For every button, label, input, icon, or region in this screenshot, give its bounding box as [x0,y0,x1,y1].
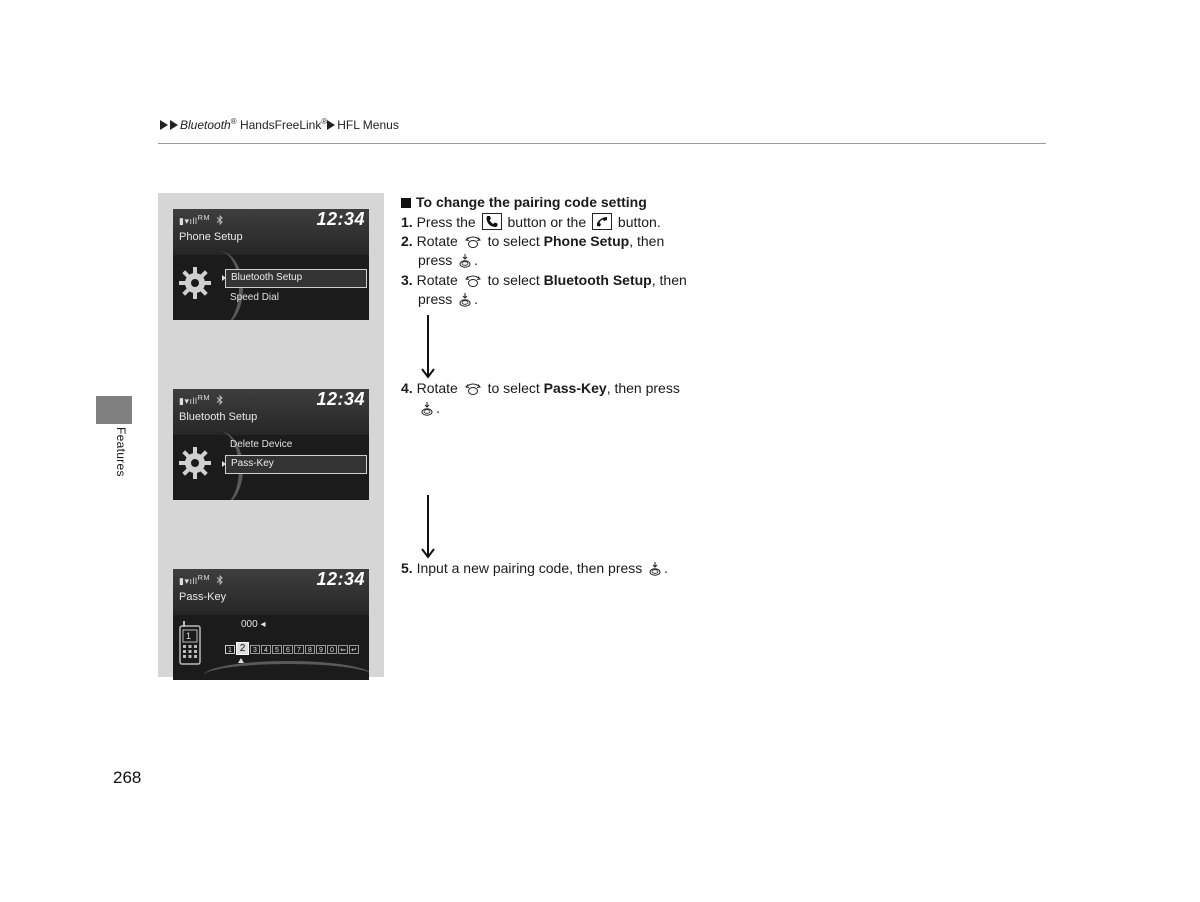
heading-bullet-icon [401,198,411,208]
step-text: to select [487,272,540,288]
step-number: 5. [401,560,413,576]
screen-bluetooth-setup [173,389,369,500]
backspace-arrow-icon: ◂ [260,619,266,630]
digit-key[interactable]: 1 [225,645,235,654]
digit-key[interactable]: 9 [316,645,326,654]
step-text: , then press [606,380,680,396]
screen-title: Phone Setup [179,231,243,243]
screen-menu [173,435,369,500]
step-1 [401,213,661,233]
step-2 [401,232,664,252]
roaming-indicator: RM [197,213,211,222]
menu-item[interactable]: Speed Dial [230,292,279,303]
step-number: 4. [401,380,413,396]
digit-key-selected[interactable]: 2 [236,642,249,655]
screen-title: Bluetooth Setup [179,411,258,423]
heading-text: To change the pairing code setting [416,194,647,210]
bluetooth-icon [216,215,224,225]
step-4-continued [401,399,440,419]
breadcrumb-handsfreelink[interactable]: HandsFreeLink [236,118,322,132]
step-text: , then [651,272,687,288]
step-text: button or the [507,214,587,230]
clock: 12:34 [316,389,365,409]
screen-menu [173,255,369,320]
menu-target-pass-key: Pass-Key [543,380,607,396]
digit-key[interactable]: 6 [283,645,293,654]
interface-dial-rotate-icon [464,274,482,288]
header-divider [158,143,1046,144]
breadcrumb-arrow-icon [160,120,168,130]
selection-pointer-icon [222,275,226,281]
mobile-phone-icon [179,621,201,665]
screen-phone-setup [173,209,369,320]
menu-item-label: Pass-Key [231,458,274,469]
menu-item-selected[interactable] [225,269,367,288]
digit-selector [225,645,359,655]
breadcrumb-hfl-menus[interactable]: HFL Menus [337,118,399,132]
status-indicators [179,573,224,587]
dial-arc [203,661,369,680]
step-text: . [474,252,479,268]
step-text: . [436,400,440,416]
step-text: press [418,252,453,268]
breadcrumb-arrow-icon [170,120,178,130]
digit-key[interactable]: 5 [272,645,282,654]
step-5 [401,559,668,579]
status-indicators [179,213,224,227]
interface-dial-press-icon [458,293,472,307]
down-arrow-icon [420,493,436,561]
step-text: to select [487,233,540,249]
interface-dial-press-icon [458,254,472,268]
enter-key-icon[interactable]: ↵ [349,645,359,654]
step-text: Input a new pairing code, then press [416,560,643,576]
breadcrumb-arrow-icon [327,120,335,130]
screens-panel [158,193,384,677]
digit-key[interactable]: 3 [250,645,260,654]
bluetooth-icon [216,575,224,585]
breadcrumb [160,117,399,132]
step-text: Rotate [416,272,458,288]
step-text: button. [617,214,661,230]
registered-mark: ® [321,117,328,126]
step-text: press [418,291,453,307]
menu-item[interactable]: Delete Device [230,439,293,450]
signal-icon: ▮▾ıll [179,396,198,406]
page-number: 268 [113,768,142,787]
screen-title: Pass-Key [179,591,227,603]
step-text: . [474,291,479,307]
phone-button-icon [482,213,502,230]
menu-item-label: Bluetooth Setup [231,272,303,283]
section-tab-label: Features [114,427,128,477]
step-4 [401,379,680,399]
step-text: . [664,560,669,576]
step-3 [401,271,687,291]
pass-key-code[interactable] [241,619,266,630]
clock: 12:34 [316,209,365,229]
digit-key[interactable]: 4 [261,645,271,654]
menu-target-bluetooth-setup: Bluetooth Setup [543,272,652,288]
section-heading [401,193,647,213]
digit-key[interactable]: 8 [305,645,315,654]
down-arrow-icon [420,313,436,381]
menu-target-phone-setup: Phone Setup [543,233,630,249]
roaming-indicator: RM [197,573,211,582]
digit-key[interactable]: 0 [327,645,337,654]
interface-dial-rotate-icon [464,235,482,249]
selection-pointer-icon [222,461,226,467]
registered-mark: ® [230,117,237,126]
pick-up-button-icon [592,213,612,230]
phone-display-digit: 1 [186,631,192,641]
clock: 12:34 [316,569,365,589]
step-text: Rotate [416,233,458,249]
step-text: to select [487,380,540,396]
step-number: 1. [401,214,413,230]
section-tab-marker[interactable] [96,396,132,424]
step-number: 2. [401,233,413,249]
pass-key-entry [173,615,369,680]
pass-key-value: 000 [241,619,258,630]
step-number: 3. [401,272,413,288]
menu-item-selected[interactable] [225,455,367,474]
digit-key[interactable]: 7 [294,645,304,654]
interface-dial-press-icon [420,402,434,416]
step-2-continued [401,251,478,271]
status-indicators [179,393,224,407]
signal-icon: ▮▾ıll [179,576,198,586]
step-text: Press the [416,214,476,230]
step-3-continued [401,290,478,310]
backspace-key-icon[interactable]: ⇐ [338,645,348,654]
interface-dial-press-icon [648,562,662,576]
bluetooth-icon [216,395,224,405]
roaming-indicator: RM [197,393,211,402]
step-text: , then [629,233,665,249]
signal-icon: ▮▾ıll [179,216,198,226]
interface-dial-rotate-icon [464,382,482,396]
screen-pass-key [173,569,369,680]
step-text: Rotate [416,380,458,396]
breadcrumb-bluetooth[interactable]: Bluetooth [180,118,231,132]
